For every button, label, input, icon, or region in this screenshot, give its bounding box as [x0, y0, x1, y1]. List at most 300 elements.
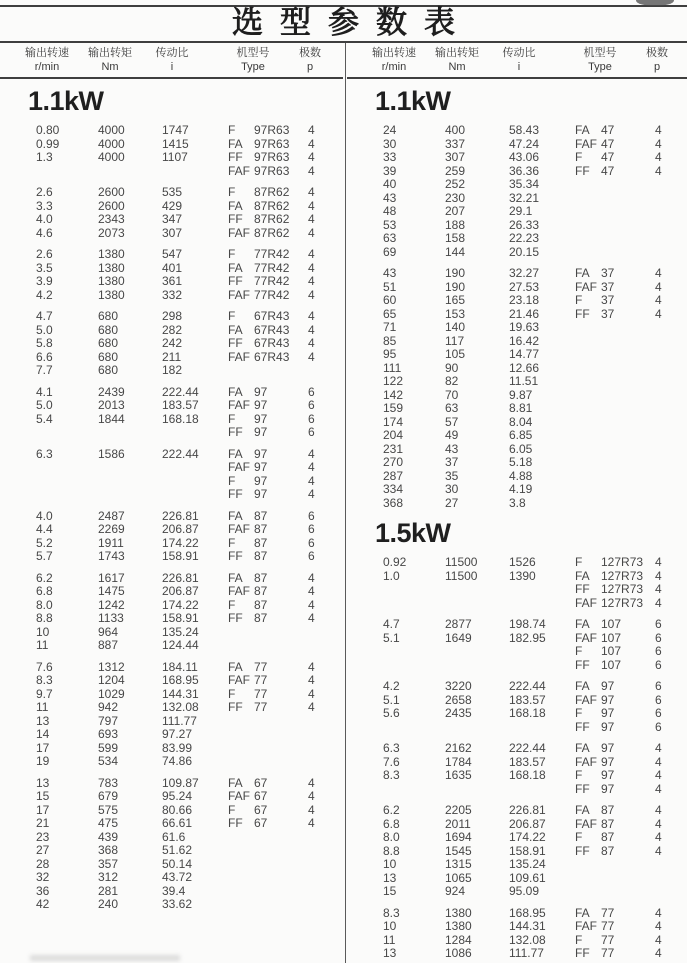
table-cell: 63 [445, 401, 459, 415]
table-cell: 111.77 [162, 713, 197, 728]
table-cell: 67R43 [254, 336, 290, 350]
table-cell: FA [228, 198, 243, 213]
table-cell: 97 [254, 425, 268, 439]
table-cell: 174.22 [162, 535, 199, 550]
table-cell: 48 [383, 204, 397, 218]
table-cell [601, 402, 655, 416]
table-cell: FA [575, 568, 590, 583]
table-header-left [0, 43, 343, 77]
table-cell: 1415 [162, 136, 189, 151]
table-cell: 4 [655, 919, 662, 933]
table-cell [575, 246, 601, 260]
table-row [347, 858, 687, 872]
table-cell: 4 [655, 568, 662, 583]
table-cell: FAF [228, 349, 251, 364]
table-cell: 87R62 [254, 212, 290, 226]
table-cell: 4 [308, 816, 315, 830]
table-cell [601, 456, 655, 470]
table-cell: 50.14 [162, 856, 193, 871]
table-cell [509, 659, 575, 673]
table-cell: 97 [254, 473, 268, 488]
table-cell: FF [575, 719, 590, 734]
table-cell: 4 [308, 487, 315, 501]
table-row [0, 461, 343, 475]
table-cell: 4 [655, 582, 662, 596]
table-cell [575, 443, 601, 457]
table-cell: 1586 [98, 446, 125, 461]
table-cell: 77 [601, 932, 615, 947]
table-cell [308, 626, 338, 640]
table-cell: 4.7 [36, 309, 53, 323]
row-group [347, 742, 687, 796]
table-cell: 680 [98, 336, 119, 350]
table-row [347, 769, 687, 783]
table-cell: FF [575, 781, 590, 796]
table-cell: FAF [575, 630, 598, 645]
table-cell [228, 831, 254, 845]
table-cell: 6 [308, 535, 315, 550]
table-row [347, 246, 687, 260]
table-cell: 67R43 [254, 309, 290, 323]
table-cell: 6 [308, 549, 315, 563]
table-cell: 47 [601, 150, 615, 164]
table-cell: 2439 [98, 384, 125, 399]
table-cell: 42 [36, 897, 50, 911]
table-cell [575, 348, 601, 362]
table-cell: 97R63 [254, 123, 290, 137]
table-cell: 39 [383, 163, 397, 178]
table-cell: 1065 [445, 870, 472, 885]
table-row [347, 920, 687, 934]
table-cell [575, 402, 601, 416]
table-cell: F [228, 309, 236, 323]
table-row [347, 389, 687, 403]
table-cell: FF [575, 946, 590, 960]
table-cell: 4 [655, 306, 662, 321]
table-cell [162, 461, 228, 475]
table-cell [655, 362, 685, 376]
table-cell: 240 [98, 897, 119, 911]
row-group [347, 267, 687, 510]
table-row [347, 232, 687, 246]
table-cell: 9.7 [36, 686, 53, 701]
table-cell [162, 426, 228, 440]
table-row [0, 310, 343, 324]
table-row [0, 701, 343, 715]
table-cell [655, 416, 685, 430]
table-row [347, 308, 687, 322]
table-cell: 4 [308, 225, 315, 240]
table-cell: 1635 [445, 768, 472, 782]
table-cell [254, 871, 308, 885]
table-cell [162, 165, 228, 179]
table-cell [445, 583, 509, 597]
table-cell: 1380 [98, 260, 125, 275]
table-cell: 4 [655, 946, 662, 960]
table-cell: FF [228, 425, 243, 439]
header-model-type-zh: 机型号 [236, 47, 270, 59]
table-cell: 211 [162, 349, 182, 364]
table-cell [509, 583, 575, 597]
table-cell: 127R73 [601, 582, 644, 596]
table-cell: 24 [383, 123, 397, 137]
table-row [0, 585, 343, 599]
table-cell: FA [575, 123, 590, 137]
table-cell: 122 [383, 374, 404, 388]
table-row [0, 742, 343, 756]
table-cell [36, 475, 98, 489]
table-cell: 35.34 [509, 177, 540, 191]
table-cell: 6 [655, 692, 662, 707]
table-cell: 347 [162, 212, 183, 226]
table-cell: 174.22 [162, 597, 199, 612]
table-cell: 10 [383, 857, 397, 871]
table-cell [509, 597, 575, 611]
table-cell [575, 219, 601, 233]
table-cell: 4000 [98, 136, 125, 151]
table-row [0, 200, 343, 214]
table-cell: 4 [308, 446, 315, 461]
table-cell: 1844 [98, 411, 125, 426]
table-cell [655, 246, 685, 260]
table-cell: 2073 [98, 225, 125, 240]
table-cell: FAF [575, 692, 598, 707]
table-cell: F [575, 150, 583, 164]
table-row [0, 537, 343, 551]
table-cell: 4 [655, 266, 662, 280]
table-cell [308, 898, 338, 912]
row-group [0, 777, 343, 912]
table-cell: 222.44 [509, 679, 546, 693]
table-cell: 95.09 [509, 884, 540, 898]
table-cell: 270 [383, 455, 404, 469]
row-group [0, 124, 343, 178]
table-cell [98, 461, 162, 475]
table-cell: 97 [254, 384, 268, 399]
table-row [347, 219, 687, 233]
table-cell: 67 [254, 802, 268, 817]
table-row [0, 831, 343, 845]
table-cell: 368 [98, 843, 119, 857]
table-cell: FAF [228, 460, 251, 474]
table-cell: 142 [383, 387, 404, 402]
table-cell: 222.44 [162, 446, 199, 461]
table-cell: 4 [655, 781, 662, 796]
header-output-speed-zh: 输出转速 [372, 47, 416, 59]
table-cell: 97 [601, 754, 615, 769]
table-cell [601, 872, 655, 886]
table-cell: 158.91 [162, 611, 199, 625]
table-cell: 77 [254, 659, 268, 674]
table-cell [575, 232, 601, 246]
table-cell: 165 [445, 293, 466, 307]
table-row [347, 947, 687, 961]
table-row [347, 483, 687, 497]
table-cell: 599 [98, 740, 119, 755]
table-cell: 47 [601, 163, 615, 178]
table-cell: 4 [655, 150, 662, 164]
header-ratio [140, 46, 204, 74]
table-row [347, 659, 687, 673]
table-cell: 4 [308, 659, 315, 674]
table-cell: 159 [383, 401, 404, 415]
table-cell: 4.1 [36, 384, 53, 399]
table-cell [228, 364, 254, 378]
table-cell: 361 [162, 274, 183, 288]
table-cell: 36.36 [509, 163, 540, 178]
table-cell: 2658 [445, 692, 472, 707]
table-row [347, 178, 687, 192]
table-cell: 4000 [98, 123, 125, 137]
table-cell: 63 [383, 231, 397, 245]
table-cell: FF [575, 306, 590, 321]
header-ratio-zh: 传动比 [502, 47, 536, 59]
header-model-type [558, 46, 642, 74]
table-cell [254, 844, 308, 858]
table-row [347, 680, 687, 694]
table-row [0, 661, 343, 675]
table-cell: 207 [445, 204, 466, 218]
row-group [347, 556, 687, 610]
table-cell: FF [228, 336, 243, 350]
table-cell: 80.66 [162, 802, 193, 817]
table-cell: 77R42 [254, 260, 290, 275]
table-cell: FA [575, 905, 590, 920]
table-cell [655, 456, 685, 470]
table-cell: 6 [308, 384, 315, 399]
table-cell: 2.6 [36, 247, 53, 261]
table-row [0, 488, 343, 502]
table-cell: FAF [228, 584, 251, 598]
table-cell [228, 898, 254, 912]
table-cell: 22.23 [509, 231, 540, 245]
table-cell: 679 [98, 789, 119, 803]
table-cell [254, 755, 308, 769]
table-cell [308, 831, 338, 845]
table-cell: 105 [445, 347, 466, 361]
table-cell: 140 [445, 320, 466, 334]
table-row [347, 375, 687, 389]
table-cell: 11 [383, 932, 396, 947]
table-cell: F [575, 768, 583, 782]
table-cell: 2435 [445, 706, 472, 720]
table-row [0, 777, 343, 791]
table-cell: FAF [228, 287, 251, 302]
table-cell: 28 [36, 856, 50, 871]
header-poles-zh: 极数 [299, 47, 321, 59]
table-cell: 4 [308, 198, 315, 213]
table-cell: 4 [308, 686, 315, 701]
table-cell: 4 [308, 185, 315, 199]
table-cell: 1911 [98, 535, 124, 550]
table-cell: 87 [601, 843, 615, 858]
row-group [347, 804, 687, 899]
table-cell [254, 728, 308, 742]
table-cell: 97 [601, 768, 615, 782]
table-cell [655, 470, 685, 484]
table-cell: 32.21 [509, 190, 540, 205]
table-row [0, 572, 343, 586]
table-cell: 206.87 [162, 584, 199, 598]
table-cell [36, 165, 98, 179]
table-cell: 87R62 [254, 185, 290, 199]
table-cell: 5.18 [509, 455, 533, 469]
table-cell: 282 [162, 322, 183, 337]
table-cell: 1380 [98, 287, 125, 302]
table-cell [655, 885, 685, 899]
table-cell: 87 [601, 816, 615, 831]
table-cell: 226.81 [162, 570, 199, 585]
table-cell: 4000 [98, 150, 125, 164]
table-cell: 5.1 [383, 630, 400, 645]
table-cell: 4 [655, 803, 662, 817]
table-cell: 1743 [98, 549, 125, 563]
table-cell: 307 [445, 150, 466, 164]
table-cell: 6.05 [509, 441, 533, 456]
table-cell: 2600 [98, 185, 125, 199]
table-cell: 43 [445, 441, 459, 456]
table-row [0, 715, 343, 729]
table-cell: 36 [36, 883, 50, 898]
table-cell [575, 470, 601, 484]
table-row [0, 858, 343, 872]
table-cell: 70 [445, 387, 459, 402]
table-cell: 13 [36, 775, 50, 790]
table-row [347, 470, 687, 484]
table-cell: 61.6 [162, 829, 186, 844]
table-cell: 4.6 [36, 225, 53, 240]
table-cell: FAF [228, 163, 251, 178]
table-cell: 206.87 [162, 522, 199, 536]
table-row [0, 248, 343, 262]
header-output-torque-unit: Nm [101, 61, 119, 73]
table-cell: 87 [254, 611, 268, 625]
table-row [347, 721, 687, 735]
table-row [0, 413, 343, 427]
table-cell [655, 321, 685, 335]
header-output-speed-zh: 输出转速 [25, 47, 69, 59]
table-cell: 11500 [445, 568, 478, 583]
table-cell: 51 [383, 279, 397, 294]
table-cell: 77R42 [254, 247, 290, 261]
table-cell: 37 [445, 455, 459, 469]
table-cell: 8.3 [383, 768, 400, 782]
table-row [347, 138, 687, 152]
table-cell [383, 597, 445, 611]
table-cell: 226.81 [162, 508, 199, 523]
table-cell: 5.2 [36, 535, 53, 550]
table-cell: 97 [601, 741, 615, 755]
table-cell: 206.87 [509, 816, 546, 831]
table-row [0, 213, 343, 227]
table-cell: 4 [655, 595, 662, 610]
table-cell: 87 [601, 803, 615, 817]
table-cell: 168.95 [509, 905, 546, 920]
table-cell: 401 [162, 260, 183, 275]
table-cell: 0.99 [36, 136, 60, 151]
table-cell [445, 721, 509, 735]
table-cell: 107 [601, 630, 622, 645]
table-cell [254, 885, 308, 899]
table-row [0, 885, 343, 899]
table-cell: 222.44 [509, 741, 546, 755]
table-cell: 4.2 [36, 287, 53, 302]
table-cell: 4 [655, 293, 662, 307]
table-cell [308, 364, 338, 378]
table-cell: 97 [601, 706, 615, 720]
table-cell: 51.62 [162, 843, 193, 857]
table-cell: 4 [308, 212, 315, 226]
table-cell: 97 [254, 446, 268, 461]
page-title: 选型参数表 [232, 5, 472, 40]
table-cell: FAF [228, 673, 251, 687]
table-cell [98, 426, 162, 440]
table-cell: 87 [254, 508, 268, 523]
table-row [347, 281, 687, 295]
table-cell: 97 [601, 692, 615, 707]
table-cell: 6 [308, 411, 315, 426]
table-cell: 6 [655, 657, 662, 672]
table-cell: 37 [601, 279, 615, 294]
table-row [0, 612, 343, 626]
table-cell: 8.8 [36, 611, 53, 625]
table-row [347, 831, 687, 845]
table-cell: 4 [308, 673, 315, 687]
table-cell: 4 [308, 460, 315, 474]
table-cell: 1380 [98, 274, 125, 288]
table-cell: 132.08 [509, 932, 546, 947]
table-header-right [347, 43, 687, 77]
table-cell [383, 659, 445, 673]
table-cell: 3.8 [509, 495, 526, 510]
table-cell: 184.11 [162, 659, 198, 674]
table-cell: 17 [36, 802, 50, 817]
table-cell: 168.95 [162, 673, 199, 687]
table-cell: 87 [254, 584, 268, 598]
header-output-speed-unit: r/min [381, 61, 407, 73]
table-cell: 182 [162, 363, 183, 377]
table-cell [601, 348, 655, 362]
table-cell: 2011 [445, 816, 471, 831]
table-cell: 13 [383, 946, 397, 960]
table-row [347, 416, 687, 430]
table-cell: 97R63 [254, 136, 290, 151]
table-row [347, 907, 687, 921]
table-cell: 680 [98, 363, 119, 377]
table-cell [655, 402, 685, 416]
table-cell: 168.18 [509, 768, 546, 782]
table-cell: 4 [308, 150, 315, 164]
table-cell: 4.0 [36, 508, 53, 523]
table-cell: 53 [383, 217, 397, 232]
table-cell: 4 [308, 322, 315, 337]
table-cell: 158 [445, 231, 466, 245]
table-cell: 4 [308, 584, 315, 598]
table-cell: 77R42 [254, 274, 290, 288]
table-cell: FA [228, 260, 243, 275]
table-cell: 77 [601, 905, 615, 920]
table-cell: 144.31 [509, 919, 546, 933]
table-cell: FA [228, 322, 243, 337]
table-cell: 117 [445, 333, 465, 348]
table-cell: 281 [98, 883, 119, 898]
table-row [347, 694, 687, 708]
table-cell [655, 178, 685, 192]
table-cell: 77 [254, 686, 268, 701]
table-cell: 67R43 [254, 349, 290, 364]
table-row [0, 337, 343, 351]
table-row [347, 402, 687, 416]
